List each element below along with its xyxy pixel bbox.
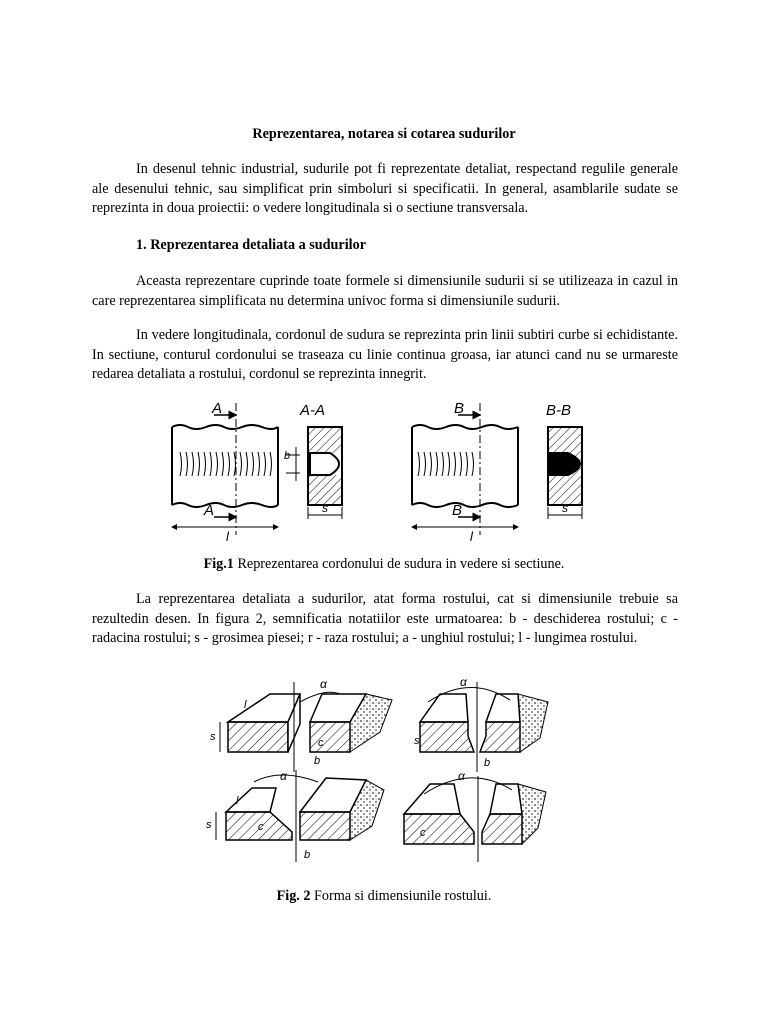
fig2-br-alpha: α [458, 769, 465, 783]
fig2-bl-b: b [304, 849, 311, 861]
fig1-label-a-bottom: A [204, 502, 215, 519]
fig2-joint-bottom-left [206, 769, 384, 862]
fig1-view-a [172, 400, 278, 544]
fig1-label-l-b: l [470, 529, 473, 544]
fig2-tr-alpha: α [460, 675, 467, 689]
paragraph-3-text: La reprezentarea detaliata a sudurilor, atat forma rostului, cat si dimensiunile trebuie sa rezultedin desen. In figura 2, semnificatia notatiilor este urmatoarea: b - deschiderea rostului; c -radacina rostului; s - grosimea piesei; r - raza rostului; a - unghiul rostului; l - lungimea rostului. [92, 591, 678, 646]
paragraph-1-text: Aceasta reprezentare cuprinde toate formele si dimensiunile sudurii si se utilizeaza in cazul in care reprezentarea simplificata nu determina univoc forma si dimensiunile sudurii. [92, 273, 678, 309]
figure-1-label: Fig.1 [203, 556, 234, 572]
fig1-label-b: b [284, 450, 291, 462]
fig2-tl-s: s [210, 731, 216, 743]
fig2-tl-alpha: α [320, 677, 327, 691]
fig2-br-c: c [420, 827, 426, 839]
fig2-tl-l: l [244, 699, 247, 711]
fig1-label-a-top: A [212, 400, 223, 417]
page-title: Reprezentarea, notarea si cotarea sudurilor [252, 126, 516, 142]
figure-1-caption-text: Reprezentarea cordonului de sudura in vedere si sectiune. [233, 556, 565, 572]
fig2-bl-alpha: α [280, 769, 287, 783]
paragraph-3 [92, 590, 678, 649]
figure-1-caption [0, 556, 768, 573]
figure-2-label: Fig. 2 [276, 888, 311, 904]
fig2-tr-b: b [484, 757, 491, 769]
fig2-tl-c: c [318, 737, 324, 749]
fig1-label-s-b: s [562, 501, 568, 515]
fig2-joint-top-left [210, 677, 392, 772]
intro-text: In desenul tehnic industrial, sudurile pot fi reprezentate detaliat, respectand regulile generale ale desenului tehnic, sau simplificat prin simboluri si specificatii. In general, asamblarile sudate se reprezinta in doua proiectii: o vedere longitudinala si o sectiune transversala. [92, 161, 678, 216]
fig1-label-b-top: B [454, 400, 465, 417]
figure-2-drawing [0, 672, 768, 872]
fig1-label-s-a: s [322, 501, 328, 515]
figure-1-drawing [0, 395, 768, 545]
fig2-tl-b: b [314, 755, 321, 767]
fig1-label-bb: B-B [546, 402, 572, 419]
fig2-joint-top-right [414, 675, 548, 772]
fig2-bl-s: s [206, 819, 212, 831]
fig1-label-aa: A-A [300, 402, 326, 419]
figure-2-caption [0, 888, 768, 905]
fig2-bl-l: l [236, 795, 239, 807]
paragraph-1 [92, 272, 678, 311]
figure-2-caption-text: Forma si dimensiunile rostului. [310, 888, 492, 904]
fig1-label-l-a: l [226, 529, 229, 544]
paragraph-2 [92, 326, 678, 385]
fig1-section-aa [284, 402, 342, 519]
fig1-label-b-bottom: B [452, 502, 463, 519]
fig1-section-bb [546, 402, 582, 519]
intro-paragraph [92, 160, 678, 219]
fig1-view-b [412, 400, 518, 544]
section-heading: 1. Reprezentarea detaliata a sudurilor [136, 237, 366, 253]
fig2-tr-s: s [414, 735, 420, 747]
fig2-joint-bottom-right [404, 769, 546, 862]
fig2-bl-c: c [258, 821, 264, 833]
paragraph-2-text: In vedere longitudinala, cordonul de sudura se reprezinta prin linii subtiri curbe si echidistante. In sectiune, conturul cordonului se traseaza cu linie continua groasa, iar atunci cand nu se urmareste redarea detaliata a rostului, cordonul se reprezinta innegrit. [92, 327, 678, 382]
